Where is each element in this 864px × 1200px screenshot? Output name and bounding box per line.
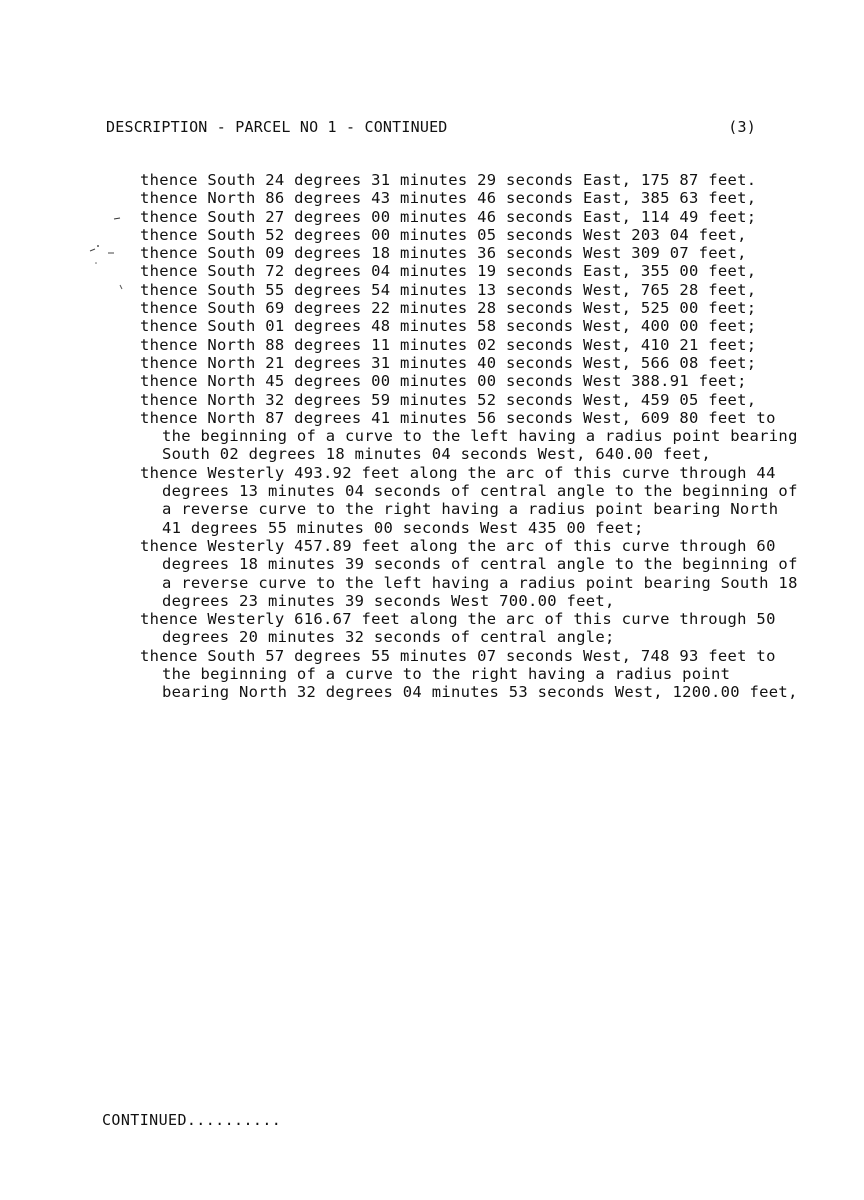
clause-13: thence North 32 degrees 59 minutes 52 seconds West, 459 05 feet, [140, 390, 757, 409]
scan-artifact-marks [86, 205, 126, 295]
clause-10: thence North 88 degrees 11 minutes 02 seconds West, 410 21 feet; [140, 335, 757, 354]
clause-8: thence South 69 degrees 22 minutes 28 seconds West, 525 00 feet; [140, 299, 757, 318]
clause-2: thence North 86 degrees 43 minutes 46 seconds East, 385 63 feet, [140, 189, 757, 208]
clause-9: thence South 01 degrees 48 minutes 58 seconds West, 400 00 feet; [140, 317, 757, 336]
clause-15: thence Westerly 493.92 feet along the arc of this curve through 44 degrees 13 minutes 04 seconds of central angle to the beginning of a reverse curve to the right having a radius point bearing North 41 degrees 55 minutes 00 seconds West 435 00 feet; [140, 463, 798, 537]
page-header [106, 118, 756, 136]
clause-11: thence North 21 degrees 31 minutes 40 seconds West, 566 08 feet; [140, 353, 757, 372]
legal-description-body [140, 171, 800, 702]
header-title: DESCRIPTION - PARCEL NO 1 - CONTINUED [106, 118, 448, 136]
clause-17: thence Westerly 616.67 feet along the arc of this curve through 50 degrees 20 minutes 32 seconds of central angle; [140, 610, 776, 647]
clause-16: thence Westerly 457.89 feet along the arc of this curve through 60 degrees 18 minutes 39 seconds of central angle to the beginning of a reverse curve to the left having a radius point bearing South 18 degrees 23 minutes 39 seconds West 700.00 feet, [140, 536, 798, 610]
continued-footer: CONTINUED.......... [102, 1111, 282, 1129]
clause-5: thence South 09 degrees 18 minutes 36 seconds West 309 07 feet, [140, 244, 747, 263]
page-number: (3) [728, 118, 756, 136]
clause-14: thence North 87 degrees 41 minutes 56 seconds West, 609 80 feet to the beginning of a curve to the left having a radius point bearing South 02 degrees 18 minutes 04 seconds West, 640.00 feet, [140, 408, 798, 464]
clause-18: thence South 57 degrees 55 minutes 07 seconds West, 748 93 feet to the beginning of a curve to the right having a radius point bearing North 32 degrees 04 minutes 53 seconds West, 1200.00 feet, [140, 646, 798, 702]
clause-1: thence South 24 degrees 31 minutes 29 seconds East, 175 87 feet. [140, 171, 757, 189]
clause-4: thence South 52 degrees 00 minutes 05 seconds West 203 04 feet, [140, 225, 747, 244]
clause-3: thence South 27 degrees 00 minutes 46 seconds East, 114 49 feet; [140, 207, 757, 226]
clause-7: thence South 55 degrees 54 minutes 13 seconds West, 765 28 feet, [140, 280, 757, 299]
clause-6: thence South 72 degrees 04 minutes 19 seconds East, 355 00 feet, [140, 262, 757, 281]
clause-12: thence North 45 degrees 00 minutes 00 seconds West 388.91 feet; [140, 372, 747, 391]
